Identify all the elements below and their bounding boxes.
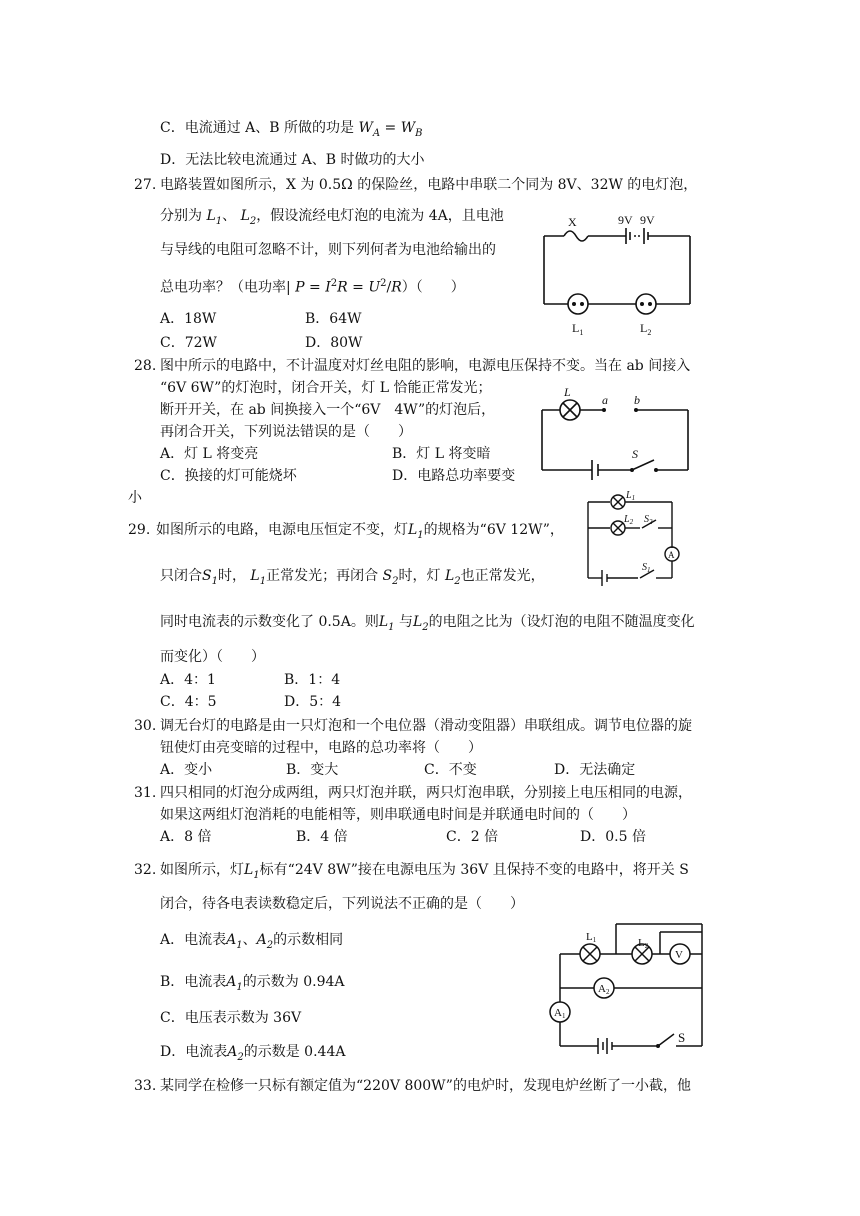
q31-line2: 如果这两组灯泡消耗的电能相等，则串联通电时间是并联通电时间的（ ） (160, 807, 636, 823)
q30-option-b: B．变大 (286, 762, 339, 778)
q30-number: 30. (134, 718, 157, 734)
q31-number: 31. (134, 785, 157, 801)
q29-circuit-figure (580, 492, 690, 588)
q26-option-c: C．电流通过 A、B 所做的功是 $W_A = W_B$ (160, 120, 423, 139)
q29-option-a: A．4：1 (160, 672, 216, 688)
fig32-switch-label: S (678, 1030, 686, 1045)
q30-option-a: A．变小 (160, 762, 213, 778)
q27-option-d: D．80W (305, 335, 363, 351)
q27-option-a: A．18W (160, 311, 217, 327)
q28-option-a: A．灯 L 将变亮 (160, 446, 259, 462)
q28-option-d-wrap: 小 (128, 490, 142, 506)
q27-line4: 总电功率？（电功率| $P = I^2R = U^2/R$）（ ） (160, 278, 465, 296)
q29-line2: 只闭合$S_1$时， $L_1$正常发光；再闭合 $S_2$时，灯 $L_2$也正常发光， (160, 568, 545, 587)
fig27-battery1-label: 9V (618, 213, 633, 227)
q32-option-c: C．电压表示数为 36V (160, 1010, 302, 1026)
q28-circuit-figure (540, 386, 690, 476)
fig29-l2-label: $L_2$ (624, 514, 634, 526)
q28-number: 28. (134, 358, 157, 374)
q29-number: 29. (128, 522, 151, 538)
q28-option-b: B．灯 L 将变暗 (392, 446, 491, 462)
q27-number: 27. (134, 177, 157, 193)
fig32-l1-label: L1 (586, 931, 597, 944)
q29-line4: 而变化）（ ） (160, 649, 265, 665)
fig29-l1-label: $L_1$ (626, 490, 636, 502)
q27-option-c: C．72W (160, 335, 217, 351)
q31-option-a: A．8 倍 (160, 829, 212, 845)
fig27-l2-label: $L_2$ (640, 321, 652, 337)
fig28-a-label: a (602, 393, 608, 407)
q33-number: 33. (134, 1078, 157, 1094)
q32-number: 32. (134, 862, 157, 878)
q29-option-d: D．5：4 (284, 694, 342, 710)
fig28-lamp-label: L (564, 385, 571, 399)
q29-option-c: C．4：5 (160, 694, 217, 710)
q27-line3: 与导线的电阻可忽略不计，则下列何者为电池给输出的 (160, 242, 496, 258)
q28-line4: 再闭合开关，下列说法错误的是（ ） (160, 424, 412, 440)
math-wa: $W_A$ (358, 120, 381, 139)
q30-line1: 调无台灯的电路是由一只灯泡和一个电位器（滑动变阻器）串联组成。调节电位器的旋 (160, 718, 692, 734)
q27-option-b: B．64W (305, 311, 362, 327)
q32-option-a: A．电流表$A_1$、$A_2$的示数相同 (160, 932, 344, 951)
fig29-ammeter-label: A (668, 550, 675, 560)
fig27-l1-label: $L_1$ (572, 321, 584, 337)
fig29-s1-label: $S_1$ (642, 562, 651, 574)
q28-option-c: C．换接的灯可能烧坏 (160, 468, 297, 484)
q33-line1: 某同学在检修一只标有额定值为“220V 800W”的电炉时，发现电炉丝断了一小截，他 (160, 1078, 691, 1094)
q29-line1: 如图所示的电路，电源电压恒定不变，灯$L_1$的规格为“6V 12W”， (156, 522, 564, 541)
q32-line2: 闭合，待各电表读数稳定后，下列说法不正确的是（ ） (160, 896, 524, 912)
fig32-voltmeter-label: V (675, 949, 683, 961)
q28-line2: “6V 6W”的灯泡时，闭合开关，灯 L 恰能正常发光； (160, 380, 492, 396)
q31-option-b: B．4 倍 (296, 829, 348, 845)
q32-line1: 如图所示，灯$L_1$标有“24V 8W”接在电源电压为 36V 且保持不变的电路中，将开关 S (160, 862, 689, 881)
fig28-b-label: b (634, 393, 640, 407)
q30-option-c: C．不变 (424, 762, 477, 778)
q26-option-d: D．无法比较电流通过 A、B 时做功的大小 (160, 152, 425, 168)
q32-circuit-figure (546, 920, 708, 1058)
q30-line2: 钮使灯由亮变暗的过程中，电路的总功率将（ ） (160, 740, 482, 756)
q32-option-d: D．电流表$A_2$的示数是 0.44A (160, 1044, 346, 1063)
q27-line2: 分别为 $L_1$、 $L_2$，假设流经电灯泡的电流为 4A，且电池 (160, 208, 504, 227)
q29-line3: 同时电流表的示数变化了 0.5A。则$L_1$ 与$L_2$的电阻之比为（设灯泡的电阻不随温度变化 (160, 614, 695, 633)
q27-line1: 电路装置如图所示，X 为 0.5Ω 的保险丝，电路中串联二个同为 8V、32W 的电灯泡， (160, 177, 698, 193)
q32-option-b: B．电流表$A_1$的示数为 0.94A (160, 974, 345, 993)
fig32-a2-label: A2 (598, 983, 610, 996)
fig29-s2-label: $S_2$ (644, 514, 653, 526)
fig27-battery2-label: 9V (640, 213, 655, 227)
q31-option-c: C．2 倍 (446, 829, 499, 845)
q27-circuit-figure (540, 214, 700, 340)
q28-line3: 断开开关，在 ab 间换接入一个“6V 4W”的灯泡后， (160, 402, 496, 418)
fig32-a1-label: A1 (554, 1007, 566, 1020)
q29-option-b: B．1：4 (284, 672, 341, 688)
q28-option-d: D．电路总功率要变 (392, 468, 516, 484)
fig27-fuse-label: X (568, 215, 577, 229)
q28-line1: 图中所示的电路中，不计温度对灯丝电阻的影响，电源电压保持不变。当在 ab 间接入 (160, 358, 691, 374)
fig28-switch-label: S (632, 447, 638, 461)
fig32-l2-label: L2 (638, 937, 649, 950)
q31-option-d: D．0.5 倍 (580, 829, 646, 845)
q31-line1: 四只相同的灯泡分成两组，两只灯泡并联，两只灯泡串联，分别接上电压相同的电源， (160, 785, 692, 801)
q30-option-d: D．无法确定 (554, 762, 636, 778)
math-wb: $W_B$ (400, 120, 423, 139)
